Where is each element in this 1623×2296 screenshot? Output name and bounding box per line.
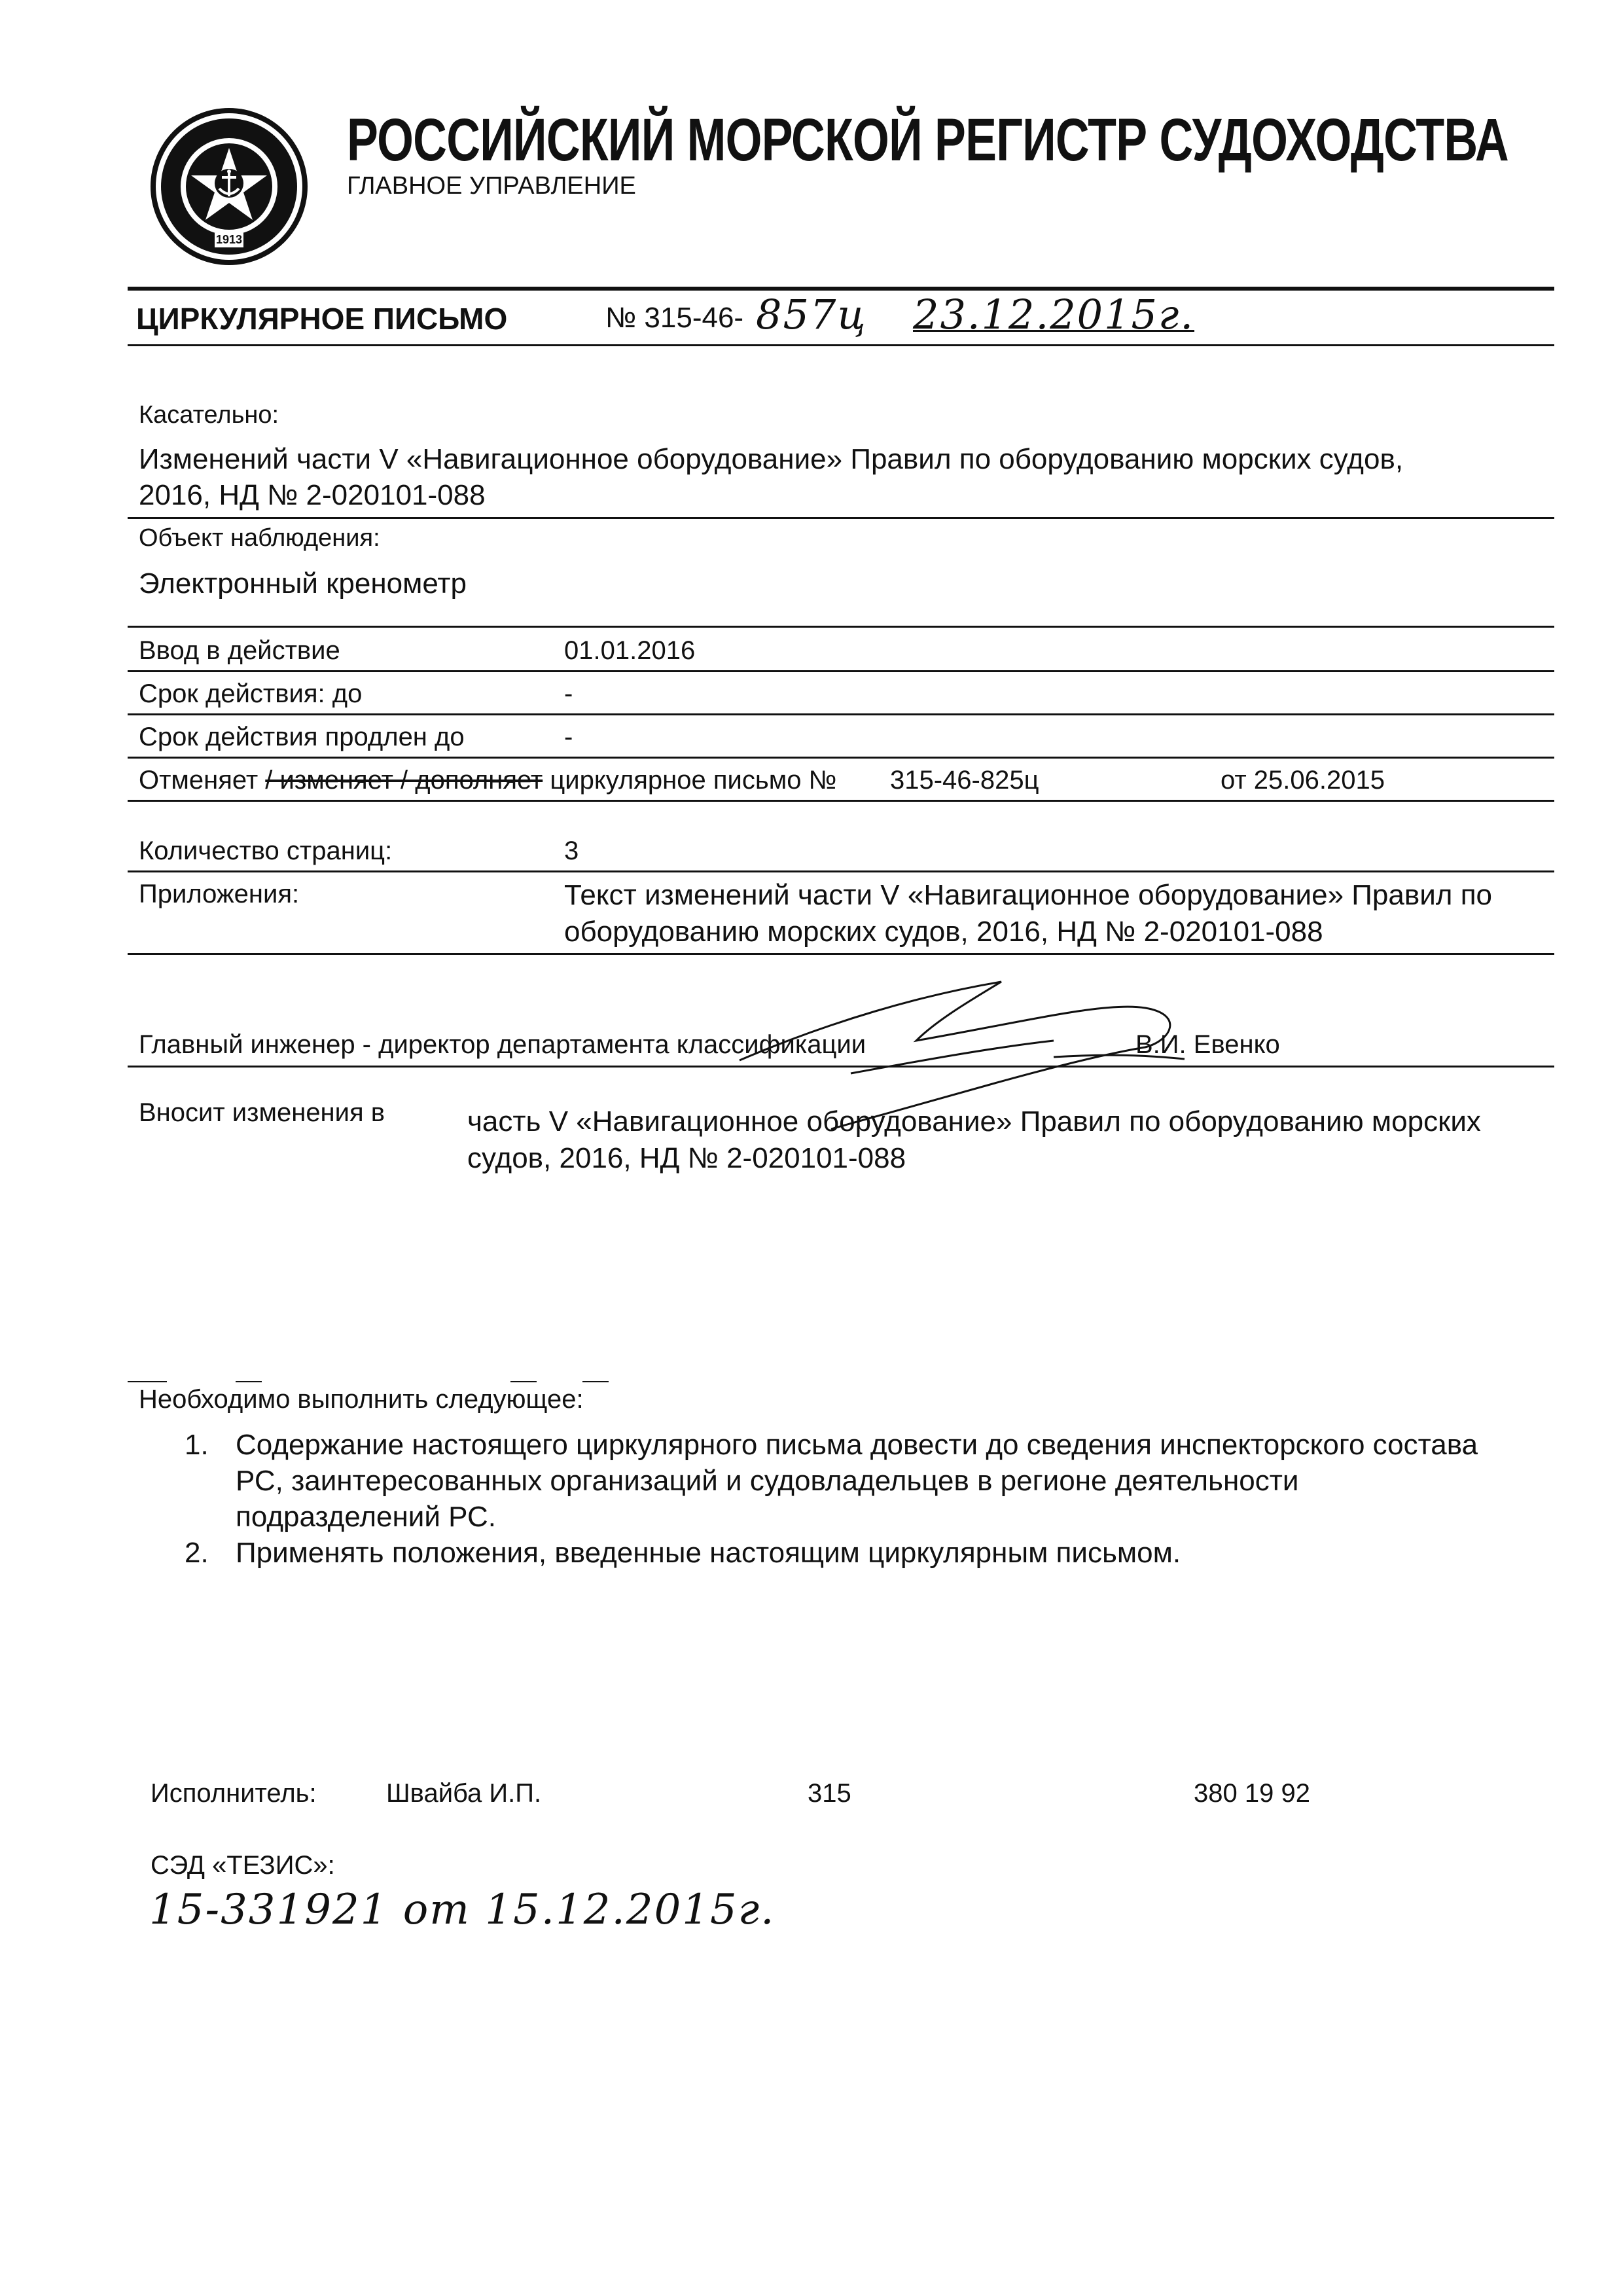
extended-value: -: [564, 723, 573, 751]
letter-number-handwritten: 857ц: [756, 291, 867, 338]
effective-rule: [128, 670, 1554, 672]
scan-dash: [510, 1381, 537, 1382]
letter-type-label: ЦИРКУЛЯРНОЕ ПИСЬМО: [136, 302, 508, 336]
subject-text-line1: Изменений части V «Навигационное оборудование» Правил по оборудованию морских судов,: [139, 443, 1404, 475]
pages-label: Количество страниц:: [139, 836, 393, 865]
pages-value: 3: [564, 836, 579, 865]
object-rule: [128, 626, 1554, 628]
cancels-date: от 25.06.2015: [1221, 766, 1385, 795]
subject-text-line2: 2016, НД № 2-020101-088: [139, 479, 486, 511]
attachments-line1: Текст изменений части V «Навигационное оборудование» Правил по: [564, 879, 1492, 911]
valid-until-value: -: [564, 679, 573, 708]
extended-rule: [128, 757, 1554, 759]
executor-phone: 380 19 92: [1194, 1779, 1310, 1808]
signatory-name: В.И. Евенко: [1135, 1030, 1280, 1059]
amends-line2: судов, 2016, НД № 2-020101-088: [467, 1142, 906, 1174]
valid-until-rule: [128, 713, 1554, 715]
scan-dash: [236, 1381, 262, 1382]
executor-label: Исполнитель:: [151, 1779, 317, 1808]
sed-label: СЭД «ТЕЗИС»:: [151, 1851, 335, 1880]
seal-year: 1913: [215, 233, 243, 246]
object-value: Электронный кренометр: [139, 567, 467, 600]
scan-dash: [128, 1381, 167, 1382]
item-text-line3: подразделений РС.: [236, 1501, 497, 1533]
object-label: Объект наблюдения:: [139, 524, 380, 552]
item-number: 1.: [185, 1429, 209, 1461]
letter-date-handwritten: 23.12.2015г.: [913, 291, 1195, 338]
cancels-row: [139, 764, 836, 796]
signatory-position: Главный инженер - директор департамента классификации: [139, 1030, 866, 1059]
effective-label: Ввод в действие: [139, 636, 340, 665]
instructions-intro: Необходимо выполнить следующее:: [139, 1385, 584, 1414]
cancels-label: Отменяет: [139, 766, 259, 795]
cancels-rule: [128, 800, 1554, 802]
executor-ext: 315: [808, 1779, 851, 1808]
rs-seal-logo: [147, 105, 311, 268]
letter-number-prefix: № 315-46-: [605, 302, 744, 334]
valid-until-label: Срок действия: до: [139, 679, 363, 708]
item-number: 2.: [185, 1537, 209, 1569]
department-name: ГЛАВНОЕ УПРАВЛЕНИЕ: [347, 172, 636, 200]
cancels-struck: / изменяет / дополняет: [265, 766, 543, 795]
subject-rule: [128, 517, 1554, 519]
item-text-line1: Применять положения, введенные настоящим циркулярным письмом.: [236, 1537, 1181, 1569]
extended-label: Срок действия продлен до: [139, 723, 465, 751]
subject-label: Касательно:: [139, 401, 279, 429]
amends-label: Вносит изменения в: [139, 1098, 385, 1127]
pages-rule: [128, 870, 1554, 872]
signature-rule: [128, 1066, 1554, 1067]
org-name: РОССИЙСКИЙ МОРСКОЙ РЕГИСТР СУДОХОДСТВА: [347, 107, 1508, 173]
item-text-line1: Содержание настоящего циркулярного письма довести до сведения инспекторского состава: [236, 1429, 1478, 1461]
cancels-doc: циркулярное письмо №: [550, 766, 837, 795]
header-rule-bottom: [128, 344, 1554, 346]
attachments-line2: оборудованию морских судов, 2016, НД № 2-020101-088: [564, 916, 1323, 948]
amends-line1: часть V «Навигационное оборудование» Правил по оборудованию морских: [467, 1105, 1481, 1138]
scan-dash: [582, 1381, 609, 1382]
attachments-label: Приложения:: [139, 880, 300, 908]
cancels-number: 315-46-825ц: [890, 766, 1039, 795]
effective-value: 01.01.2016: [564, 636, 696, 665]
item-text-line2: РС, заинтересованных организаций и судовладельцев в регионе деятельности: [236, 1465, 1299, 1497]
sed-value: 15-331921 от 15.12.2015г.: [149, 1886, 776, 1934]
executor-name: Швайба И.П.: [386, 1779, 542, 1808]
